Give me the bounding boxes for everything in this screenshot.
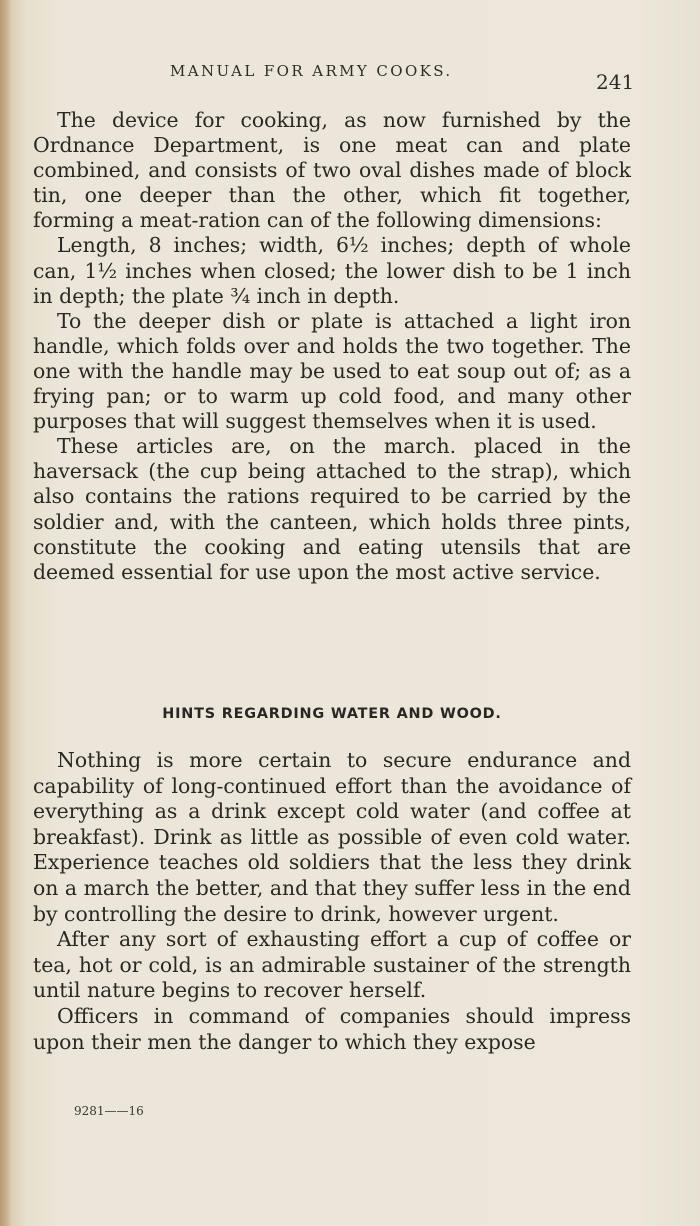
page-gutter-shadow — [0, 0, 12, 1226]
paragraph-haversack: These articles are, on the march. placed in the haversack (the cup being attached to the strap), which also contains the rations required to be carried by the soldier and, with the canteen, which holds three pints, constitute the cooking and eating utensils that are deemed essential for use upon the most active service. — [33, 434, 631, 584]
paragraph-coffee: After any sort of exhausting effort a cup of coffee or tea, hot or cold, is an admirable sustainer of the strength until nature begins to recover herself. — [33, 927, 631, 1003]
body-text-top — [33, 108, 631, 585]
paragraph-drinking: Nothing is more certain to secure endurance and capability of long-continued effort than the avoidance of everything as a drink except cold water (and coffee at breakfast). Drink as little as possible of even cold water. Experience teaches old soldiers that the less they drink on a march the better, and that they suffer less in the end by controlling the desire to drink, however urgent. — [33, 748, 631, 926]
paragraph-handle: To the deeper dish or plate is attached a light iron handle, which folds over and holds the two together. The one with the handle may be used to eat soup out of; as a frying pan; or to warm up cold food, and many other purposes that will suggest themselves when it is used. — [33, 308, 631, 434]
paragraph-dimensions: Length, 8 inches; width, 6½ inches; depth of whole can, 1½ inches when closed; the lower dish to be 1 inch in depth; the plate ¾ inch in depth. — [33, 233, 631, 308]
running-head: MANUAL FOR ARMY COOKS. — [170, 62, 453, 80]
section-heading: HINTS REGARDING WATER AND WOOD. — [162, 706, 502, 722]
body-text-bottom — [33, 748, 631, 1055]
paragraph-officers: Officers in command of companies should impress upon their men the danger to which they expose — [33, 1003, 631, 1054]
paragraph-meat-can: The device for cooking, as now furnished by the Ordnance Department, is one meat can and plate combined, and consists of two oval dishes made of block tin, one deeper than the other, which fit together, forming a meat-ration can of the following dimensions: — [33, 108, 631, 233]
printer-signature-mark: 9281——16 — [74, 1104, 144, 1118]
page-number: 241 — [596, 70, 635, 94]
